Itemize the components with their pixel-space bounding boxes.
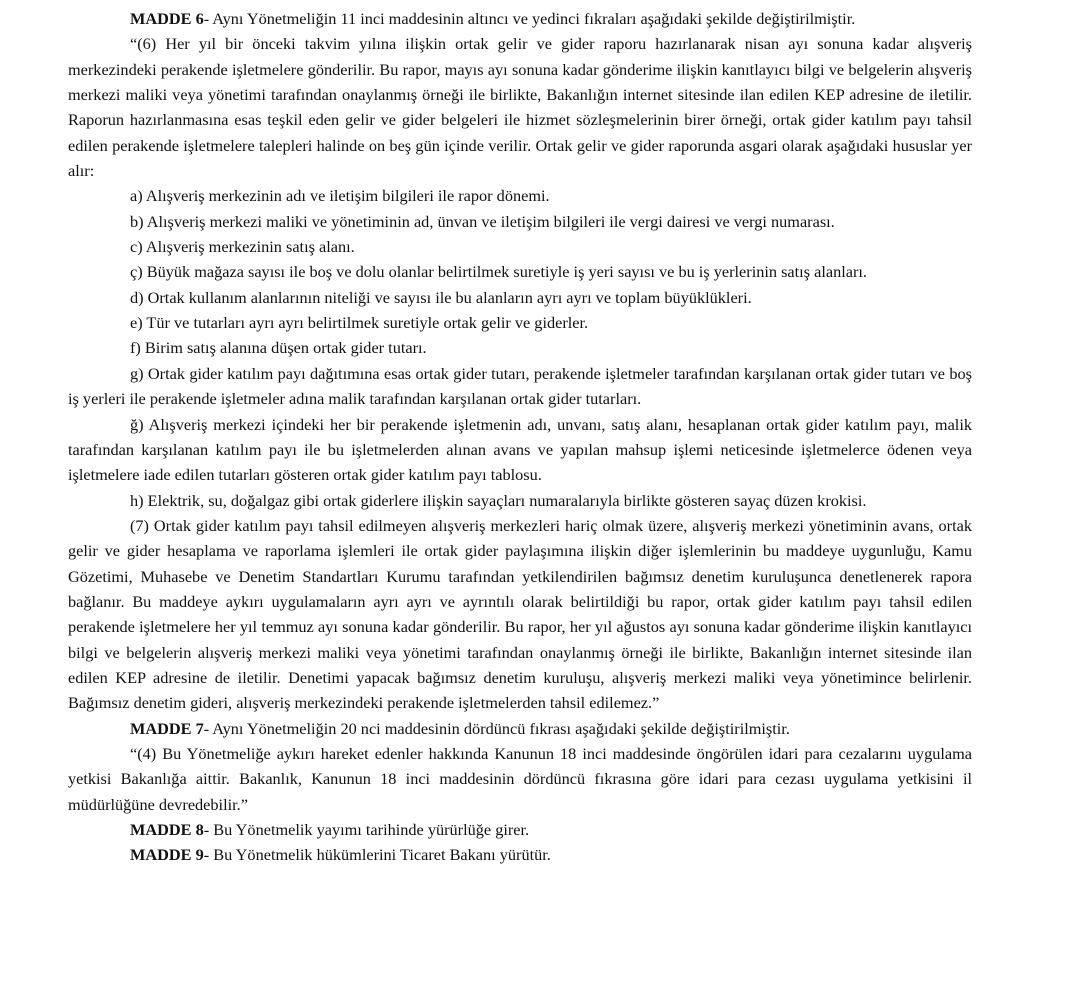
- article-8-heading: MADDE 8: [130, 820, 204, 839]
- paragraph-6: “(6) Her yıl bir önceki takvim yılına ilişkin ortak gelir ve gider raporu hazırlanarak nisan ayı sonuna kadar alışveriş merkezindeki perakende işletmelere gönderilir. Bu rapor, mayıs ayı sonuna kadar gönderime ilişkin kanıtlayıcı bilgi ve belgelerin alışveriş merkezi maliki veya yönetimi tarafından onaylanmış örneği ile birlikte, Bakanlığın internet sitesinde ilan edilen KEP adresine de iletilir. Raporun hazırlanmasına esas teşkil eden gelir ve gider belgeleri ile hizmet sözleşmelerinin birer örneği, ortak gider katılım payı tahsil edilen perakende işletmelere talepleri halinde on beş gün içinde verilir. Ortak gelir ve gider raporunda asgari olarak aşağıdaki hususlar yer alır:: [68, 34, 972, 181]
- list-item-c-cedilla: ç) Büyük mağaza sayısı ile boş ve dolu olanlar belirtilmek suretiyle iş yeri sayısı ve bu iş yerlerinin satış alanları.: [130, 262, 867, 282]
- paragraph-7: (7) Ortak gider katılım payı tahsil edilmeyen alışveriş merkezleri hariç olmak üzere, alışveriş merkezi yönetiminin avans, ortak gelir ve gider hesaplama ve raporlama işlemleri ile ortak gider paylaşımına ilişkin diğer işlemlerinin bu maddeye uygunluğu, Kamu Gözetimi, Muhasebe ve Denetim Standartları Kurumu tarafından yetkilendirilen bağımsız denetim kuruluşunca denetlenerek rapora bağlanır. Bu maddeye aykırı uygulamaların ayrı ayrı ve ayrıntılı olarak belirtildiği bu rapor, ortak gider katılım payı tahsil edilen perakende işletmelere her yıl temmuz ayı sonuna kadar gönderilir. Bu rapor, her yıl ağustos ayı sonuna kadar gönderime ilişkin kanıtlayıcı bilgi ve belgelerin alışveriş merkezi maliki veya yönetimi tarafından onaylanmış örneği ile birlikte, Bakanlığın internet sitesinde ilan edilen KEP adresine de iletilir. Denetimi yapacak bağımsız denetim kuruluşu, alışveriş merkezi maliki veya yönetimince belirlenir. Bağımsız denetim gideri, alışveriş merkezindeki perakende işletmelerden tahsil edilemez.”: [68, 515, 972, 713]
- list-item-h: h) Elektrik, su, doğalgaz gibi ortak giderlere ilişkin sayaçları numaralarıyla birlikte gösteren sayaç düzen krokisi.: [130, 490, 867, 510]
- paragraph-4: “(4) Bu Yönetmeliğe aykırı hareket edenler hakkında Kanunun 18 inci maddesinde öngörülen idari para cezalarını uygulama yetkisi Bakanlığa aittir. Bakanlık, Kanunun 18 inci maddesinin dördüncü fıkrasına göre idari para cezası uygulama yetkisini il müdürlüğüne devredebilir.”: [68, 743, 972, 814]
- list-item-e: e) Tür ve tutarları ayrı ayrı belirtilmek suretiyle ortak gelir ve giderler.: [130, 313, 589, 333]
- regulation-document: [68, 6, 972, 868]
- article-9-paragraph: [68, 842, 972, 867]
- list-item-b: b) Alışveriş merkezi maliki ve yönetiminin ad, ünvan ve iletişim bilgileri ile vergi dairesi ve vergi numarası.: [130, 211, 835, 231]
- article-8-text: - Bu Yönetmelik yayımı tarihinde yürürlüğe girer.: [203, 820, 530, 839]
- list-item-c: c) Alışveriş merkezinin satış alanı.: [130, 237, 355, 257]
- article-6-paragraph: [68, 6, 972, 31]
- list-item-g: g) Ortak gider katılım payı dağıtımına esas ortak gider tutarı, perakende işletmeler tarafından karşılanan ortak gider tutarı ve boş iş yerleri ile perakende işletmeler adına malik tarafından karşılanan ortak gider tutarları.: [68, 363, 972, 409]
- article-9-heading: MADDE 9: [130, 845, 204, 865]
- list-item-f: f) Birim satış alanına düşen ortak gider tutarı.: [130, 338, 427, 358]
- list-item-a: a) Alışveriş merkezinin adı ve iletişim bilgileri ile rapor dönemi.: [130, 186, 550, 206]
- article-6-heading: MADDE 6: [130, 9, 204, 28]
- list-item-d: d) Ortak kullanım alanlarının niteliği ve sayısı ile bu alanların ayrı ayrı ve toplam büyüklükleri.: [130, 287, 752, 307]
- article-8-paragraph: [68, 817, 972, 842]
- list-item-g-breve: ğ) Alışveriş merkezi içindeki her bir perakende işletmenin adı, unvanı, satış alanı, hesaplanan ortak gider katılım payı, malik tarafından karşılanan katılım payı ile bu işletmelerden alınan avans ve yapılan mahsup işlemi neticesinde işletmelerce ödenen veya işletmelere iade edilen tutarları gösteren ortak gider katılım payı tablosu.: [68, 414, 972, 485]
- article-7-heading: MADDE 7: [130, 718, 204, 738]
- article-6-text: - Aynı Yönetmeliğin 11 inci maddesinin altıncı ve yedinci fıkraları aşağıdaki şekilde değiştirilmiştir.: [203, 9, 856, 28]
- article-7-paragraph: [68, 716, 972, 741]
- article-9-text: - Bu Yönetmelik hükümlerini Ticaret Bakanı yürütür.: [203, 845, 551, 865]
- article-7-text: - Aynı Yönetmeliğin 20 nci maddesinin dördüncü fıkrası aşağıdaki şekilde değiştirilmiştir.: [203, 718, 790, 738]
